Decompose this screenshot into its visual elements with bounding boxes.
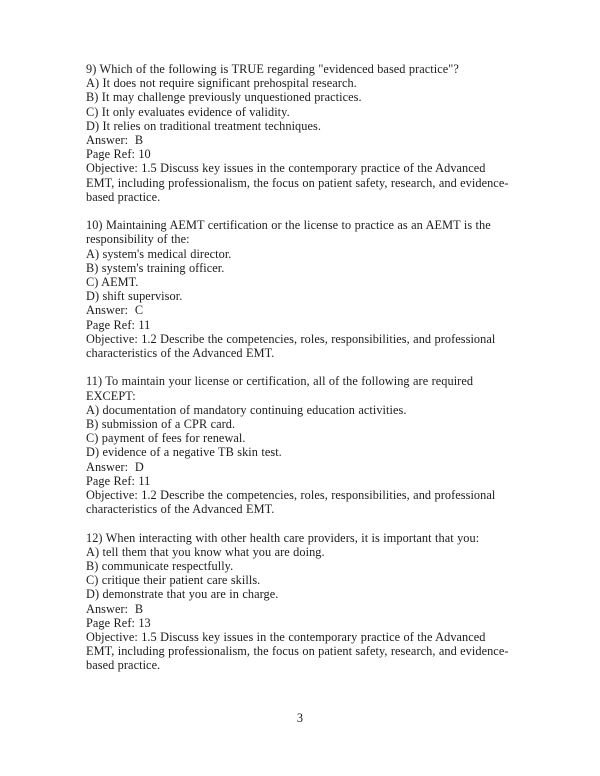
- question-stem: 11) To maintain your license or certification, all of the following are required EXCEPT:: [86, 374, 474, 403]
- question-answer: Answer: D: [86, 459, 144, 474]
- question-page-ref: Page Ref: 13: [86, 615, 151, 630]
- question-option-b: B) submission of a CPR card.: [86, 417, 236, 432]
- question-option-a: A) documentation of mandatory continuing education activities.: [86, 402, 407, 417]
- question-option-c: C) It only evaluates evidence of validity.: [86, 104, 290, 119]
- question-block-12: [86, 531, 514, 673]
- question-answer: Answer: C: [86, 303, 144, 318]
- question-answer: Answer: B: [86, 601, 144, 616]
- question-option-d: D) shift supervisor.: [86, 289, 183, 304]
- question-option-a: A) It does not require significant prehospital research.: [86, 76, 357, 91]
- question-answer: Answer: B: [86, 133, 144, 148]
- question-objective: Objective: 1.5 Discuss key issues in the contemporary practice of the Advanced EMT, including professionalism, the focus on patient safety, research, and evidence-based practice.: [86, 161, 509, 204]
- question-option-b: B) system's training officer.: [86, 260, 225, 275]
- question-objective: Objective: 1.5 Discuss key issues in the contemporary practice of the Advanced EMT, including professionalism, the focus on patient safety, research, and evidence-based practice.: [86, 630, 509, 673]
- question-option-b: B) It may challenge previously unquestioned practices.: [86, 90, 362, 105]
- question-option-a: A) system's medical director.: [86, 246, 232, 261]
- question-page-ref: Page Ref: 11: [86, 317, 151, 332]
- question-option-d: D) It relies on traditional treatment techniques.: [86, 118, 321, 133]
- question-option-c: C) AEMT.: [86, 275, 139, 290]
- question-page-ref: Page Ref: 10: [86, 147, 151, 162]
- question-list: [86, 62, 514, 673]
- page-number: 3: [296, 711, 304, 725]
- question-block-9: [86, 62, 514, 204]
- question-option-c: C) payment of fees for renewal.: [86, 431, 246, 446]
- question-stem: 9) Which of the following is TRUE regarding "evidenced based practice"?: [86, 62, 459, 76]
- question-option-d: D) demonstrate that you are in charge.: [86, 587, 279, 602]
- question-option-b: B) communicate respectfully.: [86, 559, 234, 574]
- question-option-c: C) critique their patient care skills.: [86, 573, 261, 588]
- question-page-ref: Page Ref: 11: [86, 473, 151, 488]
- question-objective: Objective: 1.2 Describe the competencies, roles, responsibilities, and professional characteristics of the Advanced EMT.: [86, 331, 496, 361]
- question-stem: 12) When interacting with other health care providers, it is important that you:: [86, 530, 480, 545]
- question-block-11: [86, 374, 514, 516]
- question-objective: Objective: 1.2 Describe the competencies, roles, responsibilities, and professional characteristics of the Advanced EMT.: [86, 488, 496, 517]
- question-option-d: D) evidence of a negative TB skin test.: [86, 445, 282, 460]
- question-stem: 10) Maintaining AEMT certification or the license to practice as an AEMT is the responsibility of the:: [86, 218, 491, 247]
- question-block-10: [86, 218, 514, 360]
- question-option-a: A) tell them that you know what you are doing.: [86, 544, 325, 559]
